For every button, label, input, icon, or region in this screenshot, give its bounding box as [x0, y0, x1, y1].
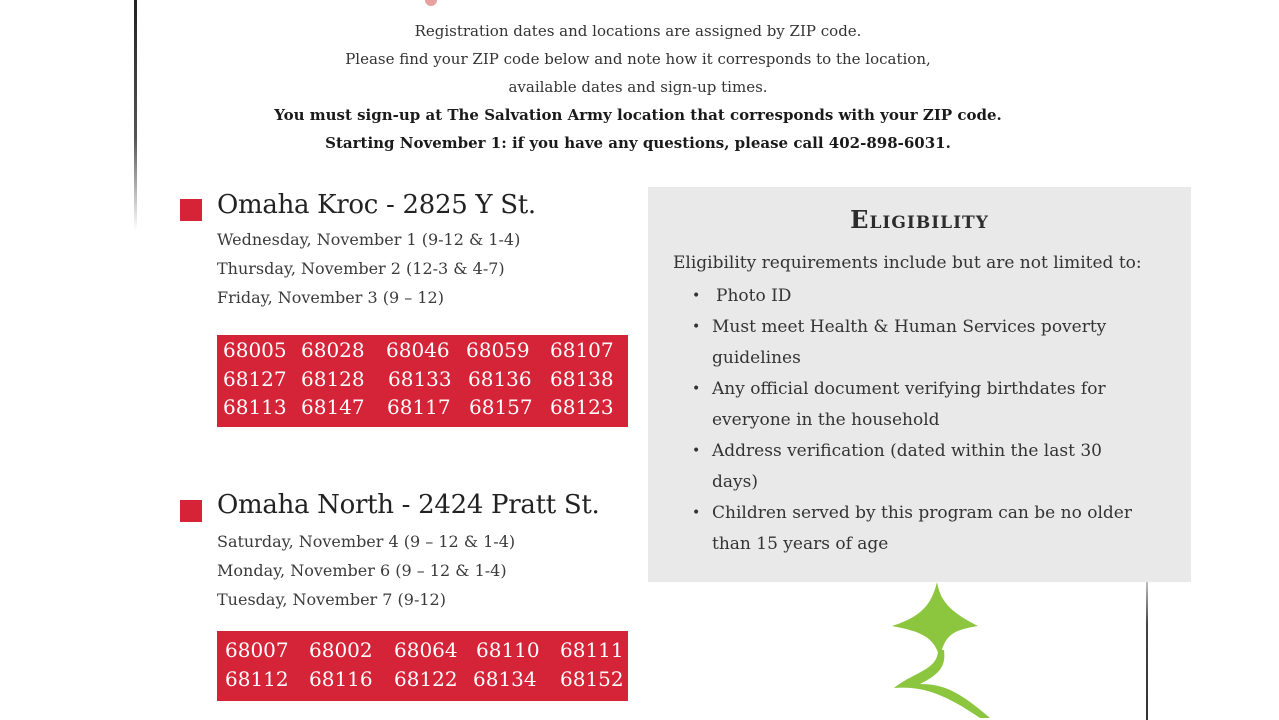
zip-code: 68112	[225, 667, 289, 691]
zip-code: 68123	[550, 395, 614, 419]
eligibility-panel	[648, 187, 1191, 582]
zip-code-box	[217, 335, 628, 427]
location-marker-icon	[180, 500, 202, 522]
zip-code: 68059	[466, 338, 530, 362]
zip-code: 68128	[301, 367, 365, 391]
location-title: Omaha North - 2424 Pratt St.	[217, 490, 600, 520]
eligibility-item	[688, 281, 1138, 312]
eligibility-title: Eligibility	[850, 205, 989, 234]
zip-code: 68002	[309, 638, 373, 662]
bullet-icon: •	[692, 381, 701, 397]
eligibility-item	[688, 374, 1138, 436]
zip-code: 68046	[386, 338, 450, 362]
zip-code: 68107	[550, 338, 614, 362]
zip-code: 68133	[388, 367, 452, 391]
zip-code: 68005	[223, 338, 287, 362]
eligibility-item	[688, 498, 1138, 560]
eligibility-item-text: Children served by this program can be no older than 15 years of age	[712, 503, 1132, 554]
zip-code: 68007	[225, 638, 289, 662]
zip-code: 68138	[550, 367, 614, 391]
bullet-icon: •	[692, 319, 701, 335]
page-edge-left	[134, 0, 137, 230]
location-marker-icon	[180, 199, 202, 221]
zip-code-box	[217, 631, 628, 701]
zip-code: 68110	[476, 638, 540, 662]
date-line: Thursday, November 2 (12-3 & 4-7)	[217, 259, 505, 278]
bullet-icon: •	[692, 288, 701, 304]
zip-code: 68113	[223, 395, 287, 419]
eligibility-item-text: Any official document verifying birthdates for everyone in the household	[712, 379, 1106, 430]
page-edge-right	[1146, 560, 1148, 720]
intro-line-bold: Starting November 1: if you have any questions, please call 402-898-6031.	[325, 134, 951, 152]
eligibility-list	[688, 281, 1138, 560]
eligibility-item-text: Address verification (dated within the last 30 days)	[712, 441, 1102, 492]
eligibility-item-text: Must meet Health & Human Services poverty guidelines	[712, 317, 1107, 368]
eligibility-item-text: Photo ID	[716, 286, 792, 306]
location-title: Omaha Kroc - 2825 Y St.	[217, 190, 536, 220]
intro-line-bold: You must sign-up at The Salvation Army location that corresponds with your ZIP code.	[274, 106, 1002, 124]
bullet-icon: •	[692, 505, 701, 521]
zip-code: 68117	[387, 395, 451, 419]
eligibility-item	[688, 436, 1138, 498]
intro-line: Please find your ZIP code below and note how it corresponds to the location,	[345, 50, 931, 68]
date-line: Wednesday, November 1 (9-12 & 1-4)	[217, 230, 521, 249]
date-line: Monday, November 6 (9 – 12 & 1-4)	[217, 561, 507, 580]
zip-code: 68127	[223, 367, 287, 391]
decorative-red-mark	[425, 0, 437, 6]
zip-code: 68111	[560, 638, 624, 662]
intro-text	[200, 17, 1076, 157]
zip-code: 68157	[469, 395, 533, 419]
eligibility-item	[688, 312, 1138, 374]
zip-code: 68116	[309, 667, 373, 691]
bullet-icon: •	[692, 443, 701, 459]
zip-code: 68064	[394, 638, 458, 662]
intro-line: available dates and sign-up times.	[508, 78, 768, 96]
zip-code: 68136	[468, 367, 532, 391]
eligibility-intro: Eligibility requirements include but are not limited to:	[673, 253, 1142, 273]
zip-code: 68028	[301, 338, 365, 362]
zip-code: 68122	[394, 667, 458, 691]
date-line: Friday, November 3 (9 – 12)	[217, 288, 444, 307]
christmas-tree-icon	[880, 580, 990, 720]
zip-code: 68134	[473, 667, 537, 691]
zip-code: 68152	[560, 667, 624, 691]
zip-code: 68147	[301, 395, 365, 419]
date-line: Tuesday, November 7 (9-12)	[217, 590, 446, 609]
intro-line: Registration dates and locations are assigned by ZIP code.	[414, 22, 862, 40]
date-line: Saturday, November 4 (9 – 12 & 1-4)	[217, 532, 516, 551]
